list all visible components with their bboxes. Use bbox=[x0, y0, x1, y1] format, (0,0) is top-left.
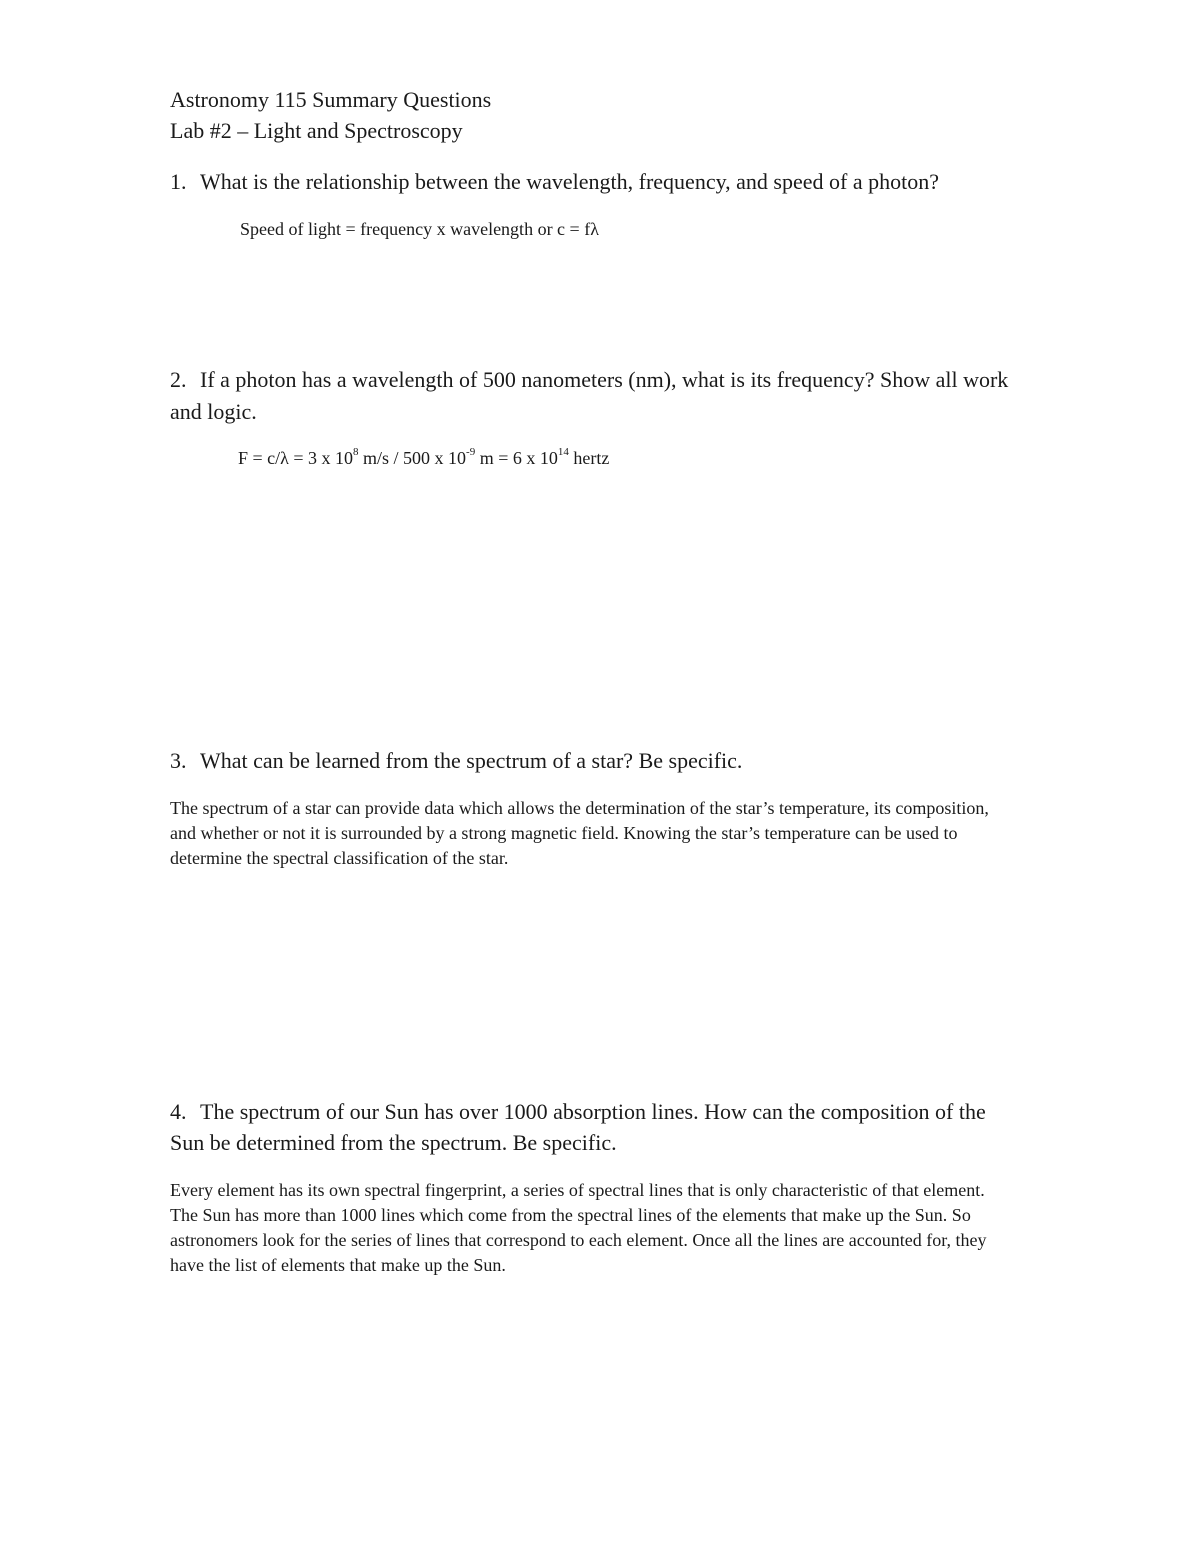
answer-line: Every element has its own spectral fingerprint, a series of spectral lines that is only characteristic of that element. bbox=[170, 1180, 985, 1200]
question-2 bbox=[170, 364, 1008, 395]
question-4 bbox=[170, 1096, 986, 1127]
document-title: Astronomy 115 Summary Questions bbox=[170, 87, 492, 112]
equation-part: m = 6 x 10 bbox=[475, 448, 558, 468]
question-number: 1. bbox=[170, 169, 187, 194]
answer-3 bbox=[170, 796, 989, 871]
question-text: What can be learned from the spectrum of a star? Be specific. bbox=[200, 748, 743, 773]
answer-line: have the list of elements that make up the Sun. bbox=[170, 1255, 506, 1275]
answer-1: Speed of light = frequency x wavelength or c = fλ bbox=[240, 219, 599, 239]
equation-exponent: 14 bbox=[557, 446, 569, 458]
equation-exponent: -9 bbox=[466, 446, 476, 458]
document-subtitle: Lab #2 – Light and Spectroscopy bbox=[170, 118, 463, 143]
answer-line: determine the spectral classification of the star. bbox=[170, 848, 509, 868]
question-text-line-1: The spectrum of our Sun has over 1000 absorption lines. How can the composition of the bbox=[200, 1099, 986, 1124]
question-1 bbox=[170, 166, 939, 197]
question-text-line-1: If a photon has a wavelength of 500 nanometers (nm), what is its frequency? Show all work bbox=[200, 367, 1009, 392]
question-text-line-2: Sun be determined from the spectrum. Be specific. bbox=[170, 1130, 617, 1155]
question-text: What is the relationship between the wavelength, frequency, and speed of a photon? bbox=[200, 169, 939, 194]
answer-2-equation bbox=[238, 446, 609, 471]
answer-4 bbox=[170, 1178, 986, 1278]
equation-part: F = c/λ = 3 x 10 bbox=[238, 448, 354, 468]
equation-part: hertz bbox=[568, 448, 610, 468]
question-number: 2. bbox=[170, 367, 187, 392]
answer-line: The Sun has more than 1000 lines which come from the spectral lines of the elements that make up the Sun. So bbox=[170, 1205, 971, 1225]
question-number: 4. bbox=[170, 1099, 187, 1124]
answer-line: The spectrum of a star can provide data which allows the determination of the star’s temperature, its composition, bbox=[170, 798, 989, 818]
question-3 bbox=[170, 745, 742, 776]
equation-exponent: 8 bbox=[353, 446, 359, 458]
answer-line: and whether or not it is surrounded by a strong magnetic field. Knowing the star’s temperature can be used to bbox=[170, 823, 958, 843]
equation-part: m/s / 500 x 10 bbox=[358, 448, 467, 468]
question-text-line-2: and logic. bbox=[170, 399, 257, 424]
question-number: 3. bbox=[170, 748, 187, 773]
answer-line: astronomers look for the series of lines that correspond to each element. Once all the lines are accounted for, they bbox=[170, 1230, 987, 1250]
